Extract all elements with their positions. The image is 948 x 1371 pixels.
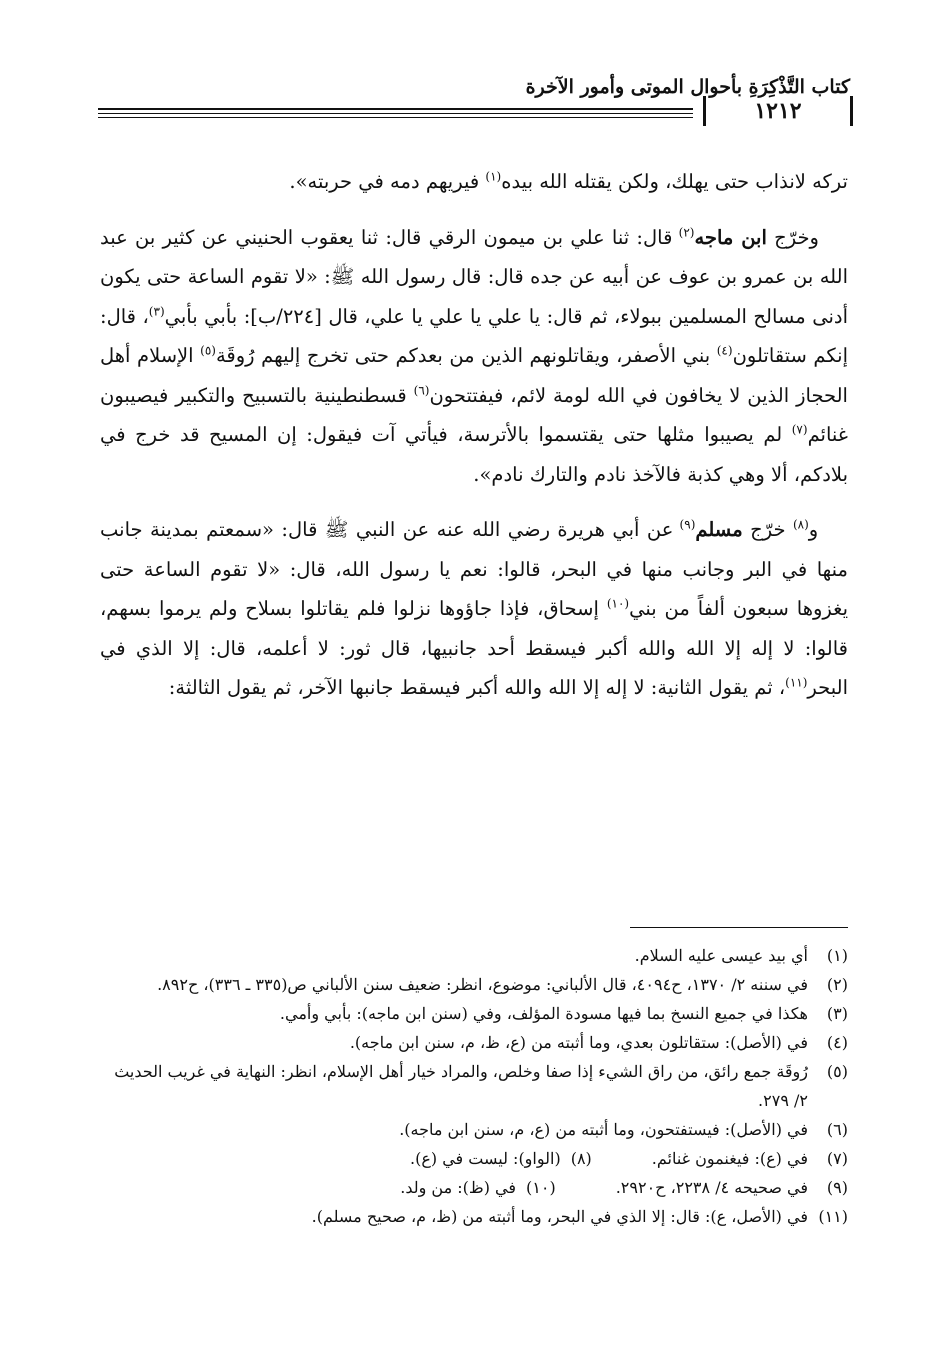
footnote-text: في (ع): فيغنمون غنائم.	[651, 1149, 808, 1168]
text-run: عن أبي هريرة رضي الله عنه عن النبي ﷺ قال: «سمعتم بمدينة جانب منها في البر وجانب منها في البحر، قالوا: نعم يا رسول الله، قال: «لا تقوم الساعة حتى يغزوها سبعون ألفاً من بني	[100, 518, 848, 620]
text-run: قسطنطينية بالتسبيح والتكبير فيصيبون غنائم	[100, 383, 848, 446]
footnote-ref[interactable]: (٢)	[678, 225, 695, 239]
footnote-text: في (الأصل، ع): قال: إلا الذي في البحر، وما أثبته من (ظ، م، صحيح مسلم).	[311, 1207, 808, 1226]
footnote-number: (٣)	[826, 1004, 848, 1023]
footnote-ref[interactable]: (١)	[485, 169, 502, 184]
footnote-separator	[630, 927, 848, 928]
footnote-text: في (ظ): من ولد.	[400, 1178, 516, 1197]
source-name: مسلم	[695, 518, 743, 541]
footnote-text: أي بيد عيسى عليه السلام.	[634, 946, 808, 965]
footnote-text: (الواو): ليست في (ع).	[410, 1149, 561, 1168]
page-number: ١٢١٢	[703, 96, 853, 126]
paragraph	[100, 510, 848, 708]
footnote-ref[interactable]: (٣)	[148, 304, 165, 318]
footnote-text: هكذا في جميع النسخ بما فيها مسودة المؤلف، وفي (سنن ابن ماجه): بأبي وأمي.	[279, 1004, 808, 1023]
footnote-number: (٨)	[570, 1149, 592, 1168]
footnote	[100, 1057, 848, 1115]
header-rule	[98, 117, 693, 118]
footnote-number: (٦)	[826, 1120, 848, 1139]
footnote-number: (٤)	[826, 1033, 848, 1052]
header-rule	[98, 108, 693, 110]
paragraph	[100, 162, 848, 202]
footnote-ref[interactable]: (٦)	[413, 383, 430, 397]
footnote-number: (١١)	[818, 1207, 848, 1226]
footnote-text: في (الأصل): ستقاتلون بعدي، وما أثبته من (ع، ظ، م، سنن ابن ماجه).	[349, 1033, 808, 1052]
footnote-ref[interactable]: (١١)	[785, 675, 808, 690]
footnote-number: (٧)	[826, 1149, 848, 1168]
footnote-ref[interactable]: (٤)	[716, 343, 733, 358]
footnote-pair	[100, 1173, 848, 1202]
text-run: ، ثم يقول الثانية: لا إله إلا الله والله أكبر فيسقط جانبها الآخر، ثم يقول الثالثة:	[168, 676, 786, 699]
footnote-text: في صحيحه ٤/ ٢٢٣٨، ح٢٩٢٠.	[615, 1178, 808, 1197]
footnote-text: في سننه ٢/ ١٣٧٠، ح٤٠٩٤، قال الألباني: موضوع، انظر: ضعيف سنن الألباني ص(٣٣٥ ـ ٣٣٦)، ح٨٩٢.	[157, 975, 808, 994]
footnote-number: (٥)	[826, 1062, 848, 1081]
footnote-text: في (الأصل): فيستفتحون، وما أثبته من (ع، م، سنن ابن ماجه).	[399, 1120, 808, 1139]
footnote	[652, 1144, 848, 1173]
text-run: لم يصيبوا مثلها حتى يقتسموا بالأترسة، فيأتي آت فيقول: إن المسيح قد خرج في بلادكم، ألا وهي كذبة فالآخذ نادم والتارك نادم».	[100, 423, 848, 486]
footnote	[100, 1202, 848, 1231]
text-run: و	[808, 518, 819, 541]
footnote	[100, 1115, 848, 1144]
footnote	[100, 970, 848, 999]
footnote	[616, 1173, 848, 1202]
footnote-ref[interactable]: (٥)	[200, 343, 216, 358]
footnote-ref[interactable]: (٩)	[679, 517, 696, 532]
text-run: قال: ثنا علي بن ميمون الرقي قال: ثنا يعقوب الحنيني عن كثير بن عبد الله بن عمرو بن عوف عن أبيه عن جده قال: قال رسول الله ﷺ: «لا تقوم الساعة حتى يكون أدنى مسالح المسلمين ببولاء، ثم قال: يا علي يا علي يا علي، قال [٢٢٤/ب]: بأبي بأبي	[100, 225, 848, 328]
footnote-number: (١)	[826, 946, 848, 965]
main-text	[100, 162, 848, 724]
paragraph	[100, 218, 848, 495]
header-rule	[98, 113, 693, 114]
footnote-pair	[100, 1144, 848, 1173]
footnote-number: (٢)	[826, 975, 848, 994]
footnote-ref[interactable]: (٨)	[792, 517, 809, 532]
footnote	[100, 999, 848, 1028]
footnote	[100, 1028, 848, 1057]
footnote-text: رُوقَة جمع رائق، من راق الشيء إذا صفا وخلص، والمراد خيار أهل الإسلام، انظر: النهاية في غريب الحديث ٢/ ٢٧٩.	[114, 1062, 808, 1110]
text-run: بني الأصفر، ويقاتلونهم الذين من بعدكم حتى تخرج إليهم رُوقَة	[215, 344, 717, 367]
footnote	[100, 941, 848, 970]
footnote-number: (٩)	[826, 1178, 848, 1197]
text-run: ، قال: إنكم ستقاتلون	[100, 304, 848, 367]
text-run: إسحاق، فإذا جاؤوها نزلوا فلم يقاتلوا بسلاح ولم يرموا بسهم، قالوا: لا إله إلا الله والله أكبر فيسقط أحد جانبيها، قال ثور: لا أعلمه، قال: إلا الذي في البحر	[100, 597, 848, 699]
source-name: ابن ماجه	[694, 225, 767, 249]
footnote-ref[interactable]: (٧)	[791, 422, 808, 437]
footnote-number: (١٠)	[526, 1178, 556, 1197]
footnote	[410, 1144, 592, 1173]
text-run: خرّج	[742, 518, 793, 541]
text-run: الإسلام أهل الحجاز الذين لا يخافون في الله لومة لائم، فيفتتحون	[100, 344, 848, 407]
footnote	[400, 1173, 555, 1202]
footnote-ref[interactable]: (١٠)	[606, 596, 630, 611]
running-title: كتاب التَّذْكِرَةِ بأحوال الموتى وأمور الآخرة	[525, 76, 850, 98]
text-run: فيريهم دمه في حربته».	[289, 170, 486, 193]
text-run: تركه لانذاب حتى يهلك، ولكن يقتله الله بيده	[501, 170, 848, 193]
footnotes	[100, 941, 848, 1231]
text-run: وخرّج	[766, 225, 819, 249]
